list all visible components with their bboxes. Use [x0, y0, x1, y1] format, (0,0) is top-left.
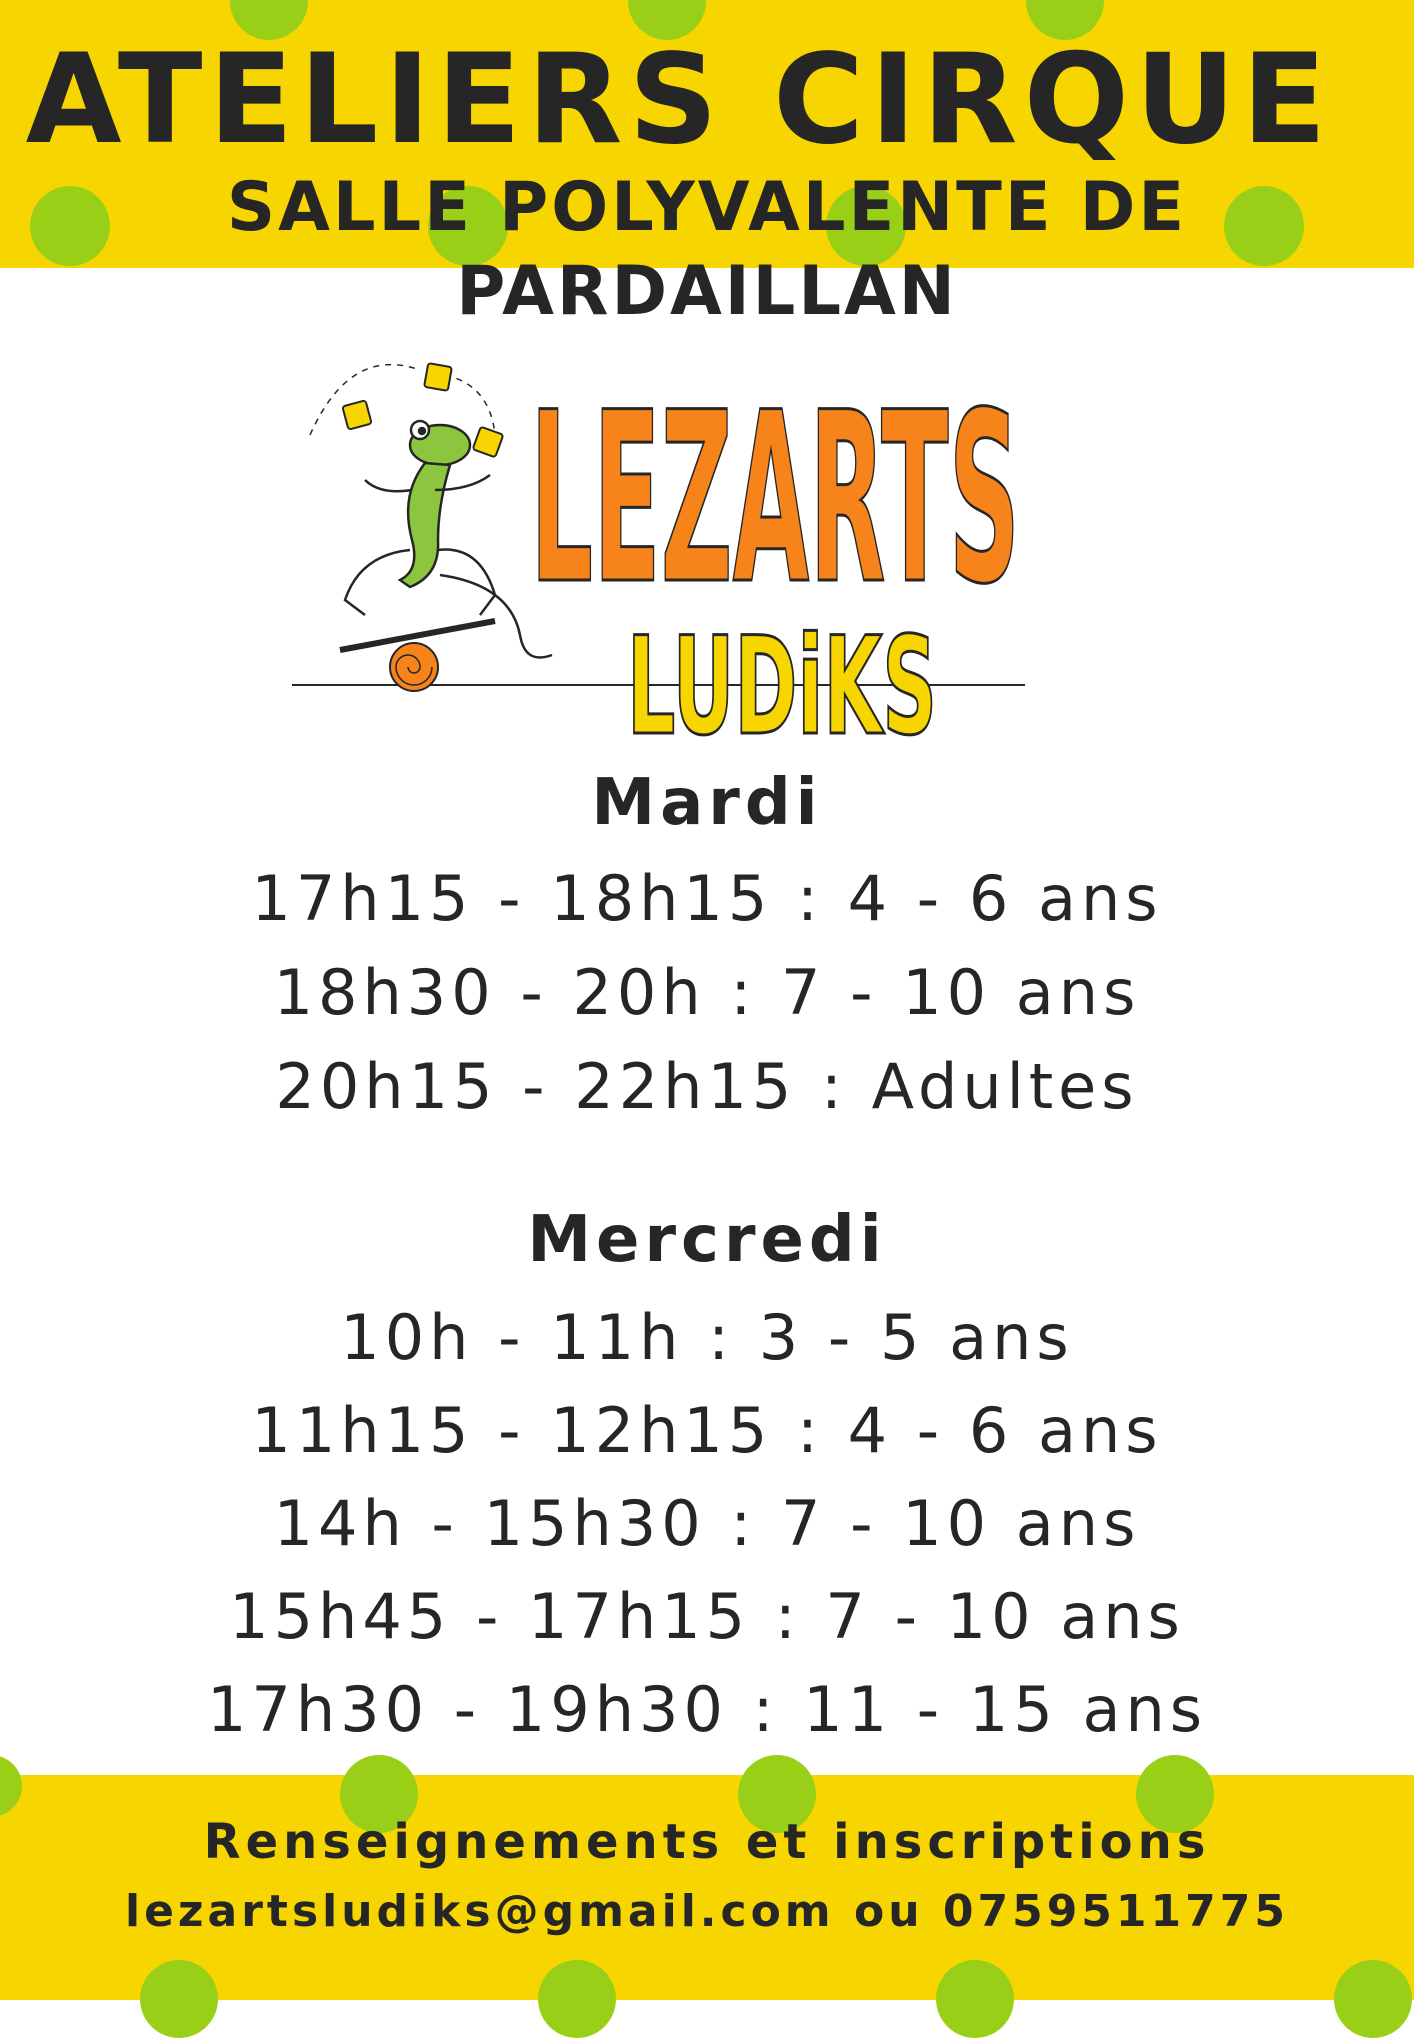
- day-heading-tuesday: Mardi: [591, 766, 823, 840]
- schedule-slot: 15h45 - 17h15 : 7 - 10 ans: [229, 1580, 1185, 1653]
- juggling-lizard-icon: [345, 421, 552, 658]
- contact-line: lezartsludiks@gmail.com ou 0759511775: [125, 1886, 1289, 1937]
- schedule-slot: 17h30 - 19h30 : 11 - 15 ans: [206, 1673, 1208, 1746]
- day-heading-wednesday: Mercredi: [527, 1203, 887, 1277]
- green-dot: [0, 1755, 22, 1817]
- header-band: [0, 0, 1414, 331]
- schedule-slot: 20h15 - 22h15 : Adultes: [275, 1050, 1139, 1123]
- green-dot: [936, 1960, 1014, 2038]
- logo-line1: LEZARTS: [530, 363, 1020, 636]
- schedule-slot: 14h - 15h30 : 7 - 10 ans: [273, 1487, 1141, 1560]
- schedule-slot: 10h - 11h : 3 - 5 ans: [340, 1301, 1074, 1374]
- schedule-slot: 17h15 - 18h15 : 4 - 6 ans: [251, 862, 1163, 935]
- schedule-slot: 11h15 - 12h15 : 4 - 6 ans: [251, 1394, 1163, 1467]
- green-dot: [538, 1960, 616, 2038]
- venue-subtitle: SALLE POLYVALENTE DE PARDAILLAN: [226, 168, 1188, 331]
- green-dot: [1334, 1960, 1412, 2038]
- green-dot: [140, 1960, 218, 2038]
- schedule-slot: 18h30 - 20h : 7 - 10 ans: [273, 956, 1141, 1029]
- page-title: ATELIERS CIRQUE: [25, 28, 1333, 172]
- logo-line2: LUDiKS: [627, 608, 937, 765]
- info-heading: Renseignements et inscriptions: [203, 1814, 1211, 1870]
- lezarts-ludiks-logo: [290, 325, 1030, 765]
